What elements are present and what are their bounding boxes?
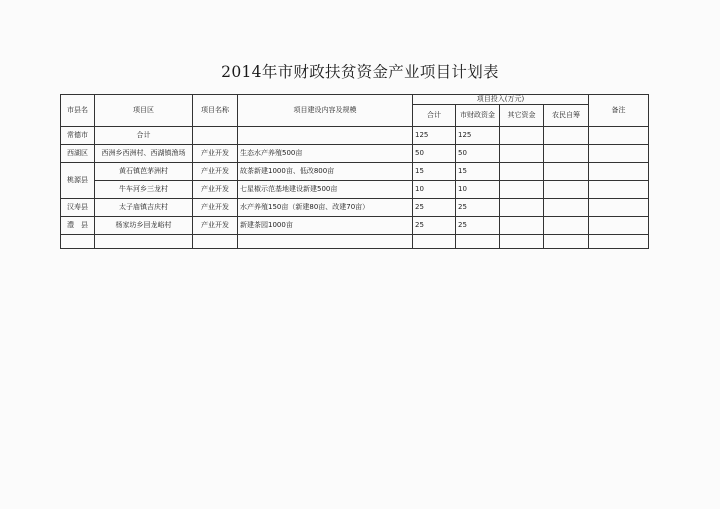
cell-remark: [589, 163, 649, 181]
cell-remark: [589, 235, 649, 249]
page-title: 2014年市财政扶贫资金产业项目计划表: [221, 63, 499, 81]
cell-area: 太子庙镇吉庆村: [95, 199, 193, 217]
cell-content: 故茶新建1000亩、低改800亩: [238, 163, 413, 181]
cell-other-fund: [500, 181, 544, 199]
cell-name: 产业开发: [193, 217, 238, 235]
cell-other-fund: [500, 145, 544, 163]
cell-content: 七星椒示范基地建设新建500亩: [238, 181, 413, 199]
cell-remark: [589, 145, 649, 163]
cell-name: 产业开发: [193, 181, 238, 199]
cell-name: 产业开发: [193, 199, 238, 217]
cell-farmer-fund: [544, 217, 589, 235]
table-row: [61, 163, 649, 181]
header-farmer-fund: 农民自筹: [544, 105, 589, 127]
table-header-row: [61, 95, 649, 105]
header-area: 项目区: [95, 95, 193, 127]
cell-city-fund: 10: [456, 181, 500, 199]
cell-area: 合计: [95, 127, 193, 145]
header-city-fund: 市财政资金: [456, 105, 500, 127]
cell-other-fund: [500, 163, 544, 181]
header-remark: 备注: [589, 95, 649, 127]
cell-city-fund: 50: [456, 145, 500, 163]
cell-remark: [589, 217, 649, 235]
cell-content: 水产养殖150亩（新建80亩、改建70亩）: [238, 199, 413, 217]
cell-content: 生态水产养殖500亩: [238, 145, 413, 163]
cell-other-fund: [500, 127, 544, 145]
cell-total: [413, 235, 456, 249]
cell-name: 产业开发: [193, 163, 238, 181]
cell-area: 黄石镇芭茅洲村: [95, 163, 193, 181]
header-investment: 项目投入(万元): [413, 95, 589, 105]
cell-farmer-fund: [544, 235, 589, 249]
cell-total: 125: [413, 127, 456, 145]
cell-county: 澧 县: [61, 217, 95, 235]
cell-county: 西湖区: [61, 145, 95, 163]
cell-county: 常德市: [61, 127, 95, 145]
cell-farmer-fund: [544, 127, 589, 145]
table-row: [61, 217, 649, 235]
project-plan-table: [60, 94, 649, 249]
cell-content: [238, 235, 413, 249]
table-row-empty: [61, 235, 649, 249]
cell-county: [61, 235, 95, 249]
cell-other-fund: [500, 235, 544, 249]
cell-total: 50: [413, 145, 456, 163]
cell-city-fund: 15: [456, 163, 500, 181]
cell-total: 10: [413, 181, 456, 199]
header-content: 项目建设内容及规模: [238, 95, 413, 127]
cell-area: 西洲乡西洲村、西湖镇渔场: [95, 145, 193, 163]
cell-remark: [589, 127, 649, 145]
table-row: [61, 181, 649, 199]
cell-total: 25: [413, 217, 456, 235]
cell-other-fund: [500, 199, 544, 217]
table-row: [61, 127, 649, 145]
cell-content: [238, 127, 413, 145]
cell-farmer-fund: [544, 163, 589, 181]
cell-name: [193, 235, 238, 249]
cell-city-fund: 125: [456, 127, 500, 145]
cell-other-fund: [500, 217, 544, 235]
header-total: 合计: [413, 105, 456, 127]
cell-city-fund: 25: [456, 199, 500, 217]
cell-area: 牛车河乡三龙村: [95, 181, 193, 199]
cell-county: 桃源县: [61, 163, 95, 199]
table-row: [61, 199, 649, 217]
cell-county: 汉寿县: [61, 199, 95, 217]
cell-farmer-fund: [544, 145, 589, 163]
cell-farmer-fund: [544, 199, 589, 217]
cell-content: 新建茶园1000亩: [238, 217, 413, 235]
header-county: 市县名: [61, 95, 95, 127]
cell-area: 杨家坊乡回龙峪村: [95, 217, 193, 235]
header-other-fund: 其它资金: [500, 105, 544, 127]
table-row: [61, 145, 649, 163]
cell-city-fund: 25: [456, 217, 500, 235]
cell-total: 25: [413, 199, 456, 217]
header-name: 项目名称: [193, 95, 238, 127]
cell-total: 15: [413, 163, 456, 181]
cell-area: [95, 235, 193, 249]
cell-name: 产业开发: [193, 145, 238, 163]
cell-name: [193, 127, 238, 145]
cell-city-fund: [456, 235, 500, 249]
cell-remark: [589, 181, 649, 199]
cell-remark: [589, 199, 649, 217]
cell-farmer-fund: [544, 181, 589, 199]
